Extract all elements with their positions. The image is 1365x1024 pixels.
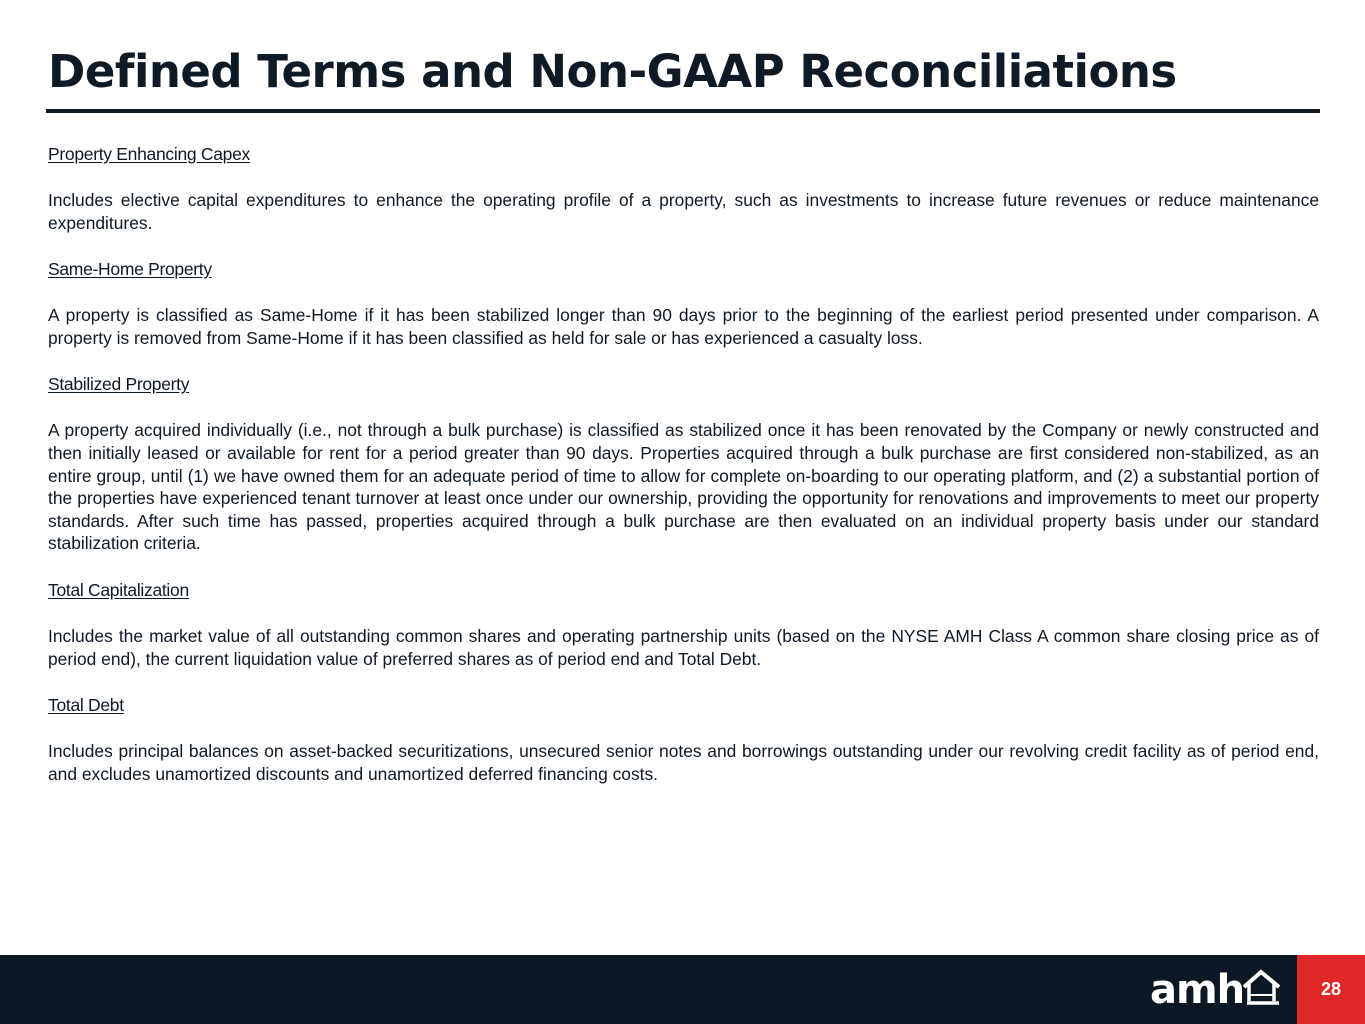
definition-term: Total Capitalization [48, 579, 189, 600]
definition-term: Total Debt [48, 695, 124, 716]
title-divider [46, 109, 1320, 113]
definition-term: Same-Home Property [48, 259, 212, 280]
definition-term: Property Enhancing Capex [48, 144, 250, 164]
page-title: Defined Terms and Non-GAAP Reconciliations [48, 45, 1177, 98]
definition-term: Stabilized Property [48, 374, 190, 395]
page-number-badge [1297, 955, 1365, 1024]
page-number: 28 [1320, 979, 1342, 999]
definition-text: A property is classified as Same-Home if it has been stabilized longer than 90 days prior to the beginning of the earliest period presented under comparison. A property is removed from Same-Home if it has been classified as held for sale or has experienced a casualty loss. [48, 305, 1319, 348]
definition-text: A property acquired individually (i.e., not through a bulk purchase) is classified as stabilized once it has been renovated by the Company or newly constructed and then initially leased or available for rent for a period greater than 90 days. Properties acquired through a bulk purchase are first considered non-stabilized, as an entire group, until (1) we have owned them for an adequate period of time to allow for complete on-boarding to our operating platform, and (2) a substantial portion of the properties have experienced tenant turnover at least once under our ownership, providing the opportunity for renovations and improvements to meet our property standards. After such time has passed, properties acquired through a bulk purchase are then evaluated on an individual property basis under our standard stabilization criteria. [48, 420, 1319, 554]
definition-section [48, 372, 1319, 555]
definition-text: Includes elective capital expenditures to enhance the operating profile of a property, such as investments to increase future revenues or reduce maintenance expenditures. [48, 190, 1319, 233]
definition-section [48, 578, 1319, 670]
definition-text: Includes the market value of all outstanding common shares and operating partnership units (based on the NYSE AMH Class A common share closing price as of period end), the current liquidation value of preferred shares as of period end and Total Debt. [48, 625, 1319, 669]
definitions-list [48, 142, 1319, 808]
definition-text: Includes principal balances on asset-backed securitizations, unsecured senior notes and borrowings outstanding under our revolving credit facility as of period end, and excludes unamortized discounts and unamortized deferred financing costs. [48, 741, 1319, 784]
definition-section [48, 142, 1319, 234]
amh-logo: amh [1150, 967, 1245, 1013]
definition-section [48, 257, 1319, 349]
definition-section [48, 693, 1319, 785]
